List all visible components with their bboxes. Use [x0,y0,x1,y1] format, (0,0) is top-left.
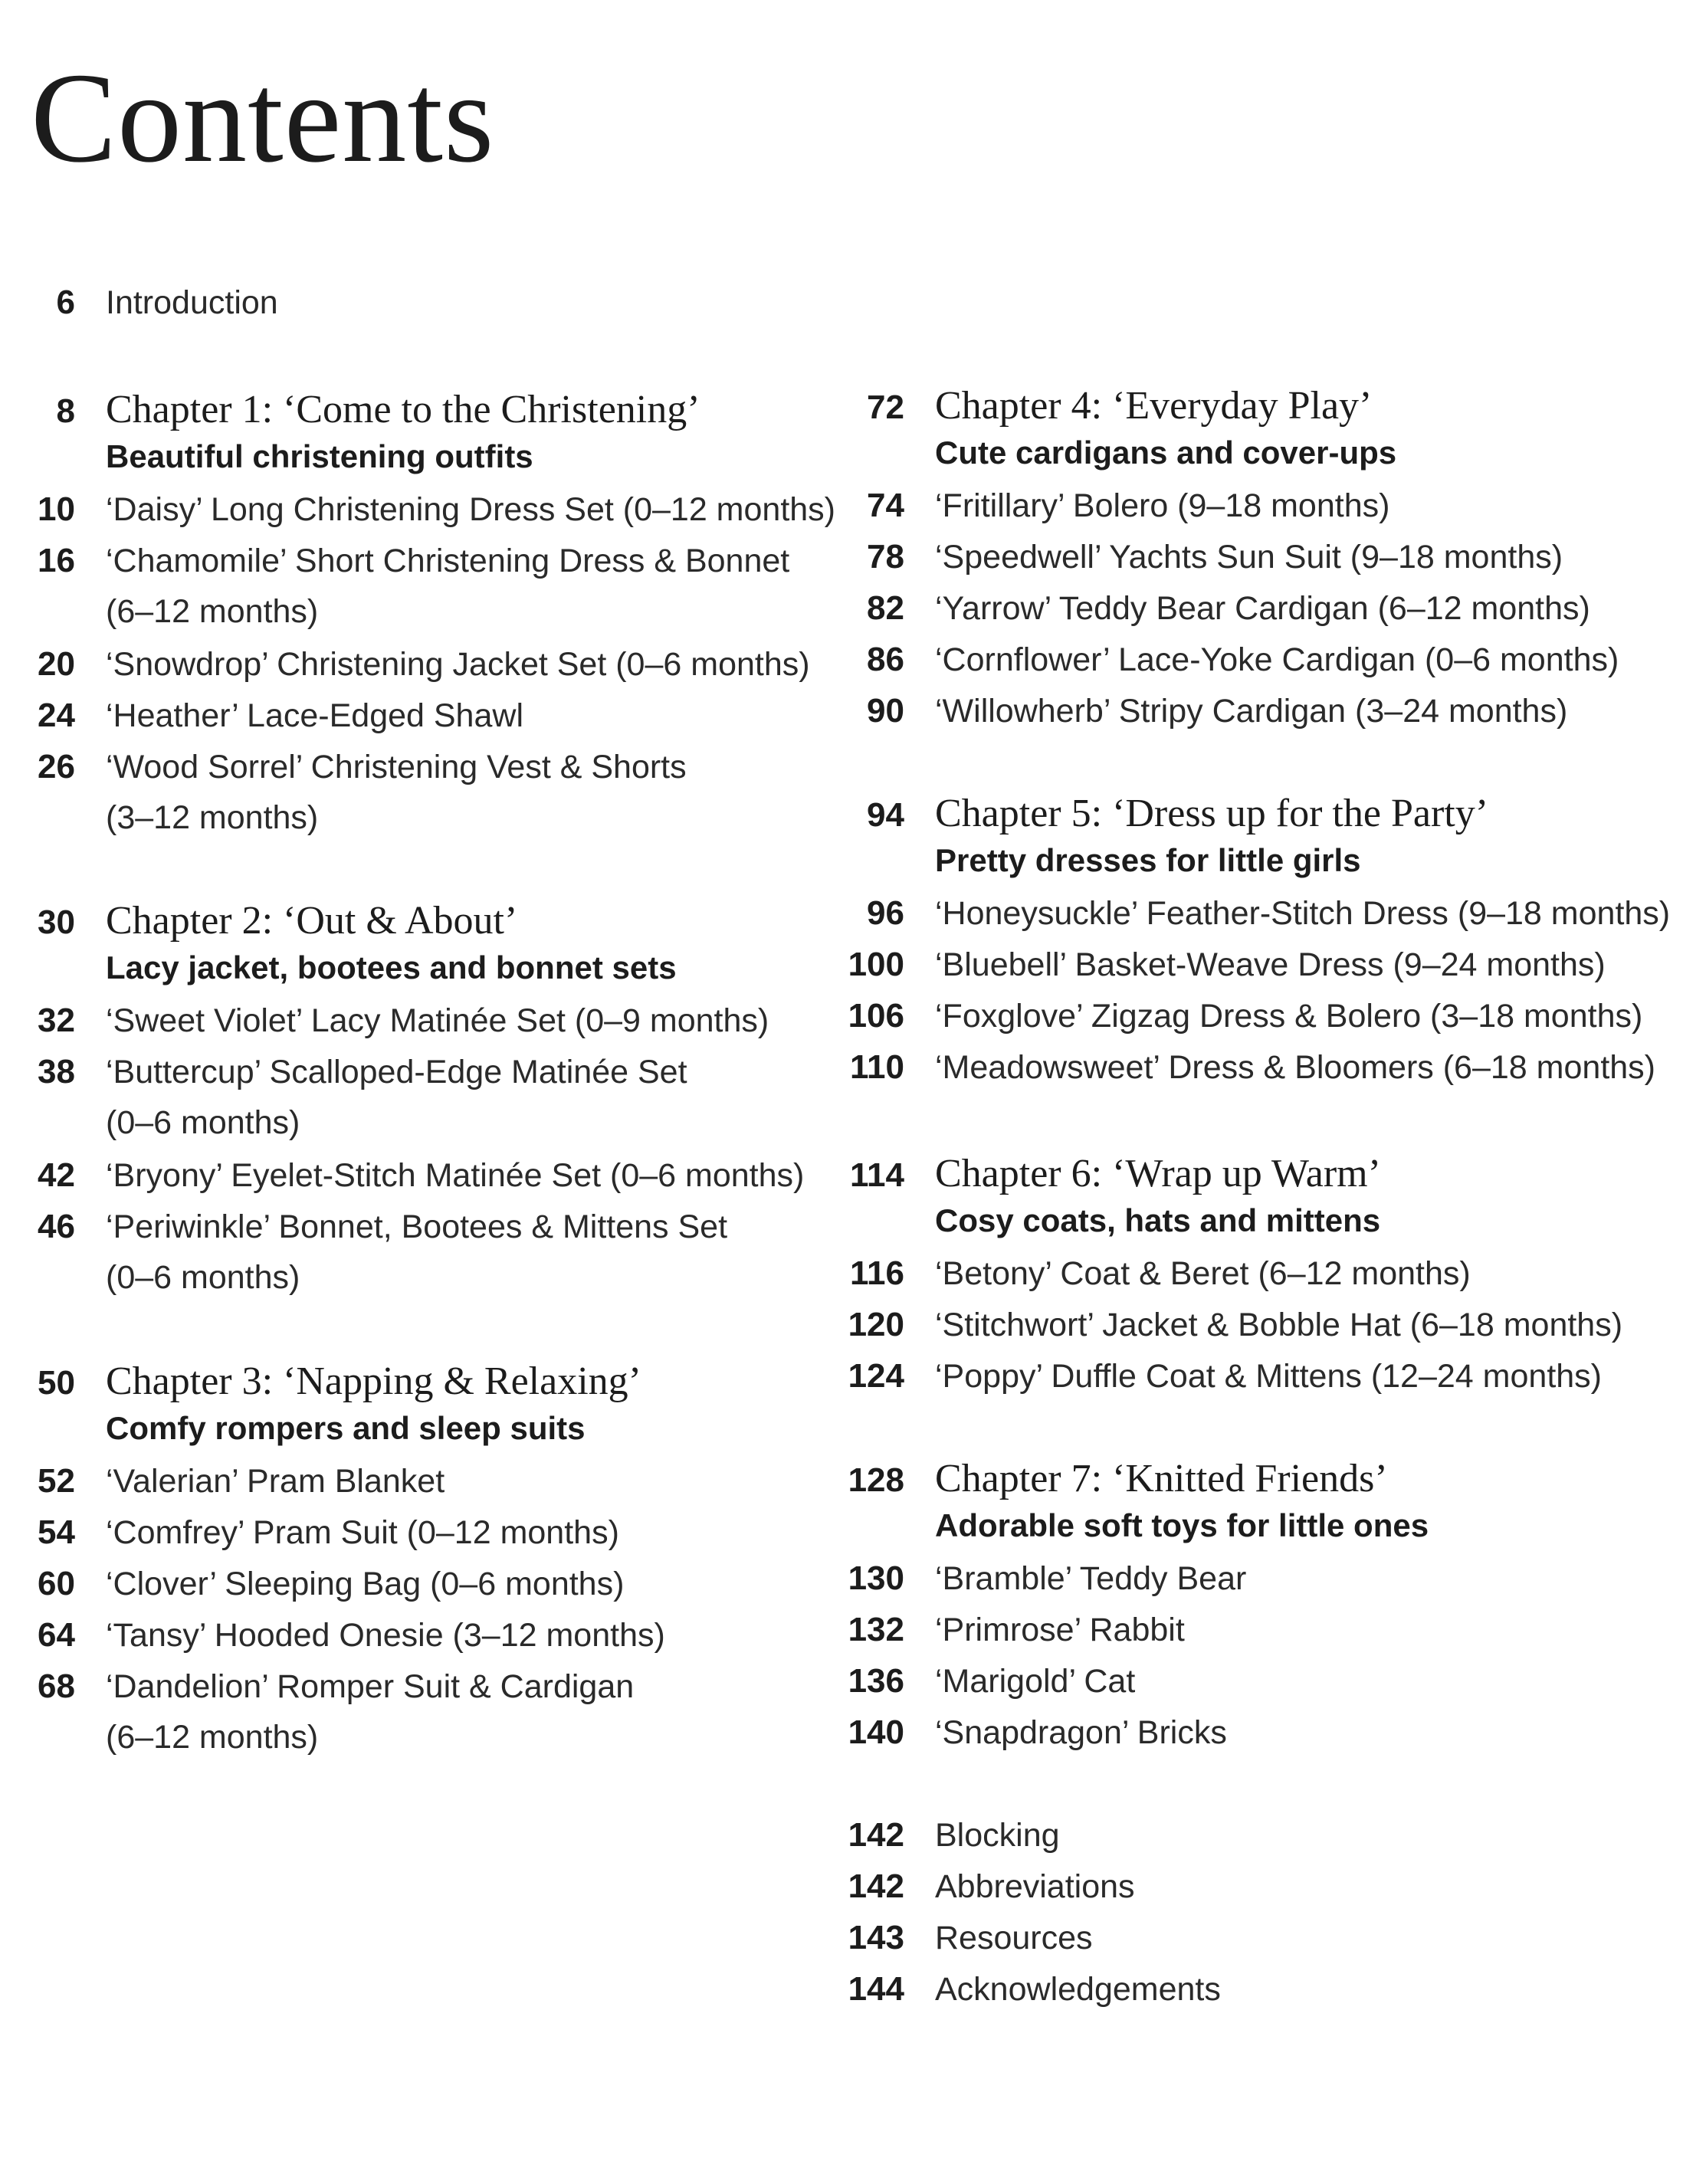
contents-entry [820,946,1706,984]
entry-title: Resources [935,1920,1093,1956]
page-number: 68 [38,1668,75,1705]
entry-title: ‘Yarrow’ Teddy Bear Cardigan (6–12 months) [935,590,1590,627]
contents-entry [0,1053,835,1091]
entry-continuation: (3–12 months) [106,799,319,836]
page-number: 114 [850,1156,904,1194]
chapter-title: Chapter 1: ‘Come to the Christening’ [106,388,700,431]
entry-title: ‘Marigold’ Cat [935,1663,1136,1700]
contents-entry [820,1357,1706,1395]
page-number: 142 [848,1868,904,1905]
chapter-title: Chapter 7: ‘Knitted Friends’ [935,1457,1388,1500]
chapter-subtitle: Comfy rompers and sleep suits [106,1410,586,1446]
contents-entry [820,487,1706,525]
chapter-subtitle: Cute cardigans and cover-ups [935,435,1397,471]
entry-title: ‘Stitchwort’ Jacket & Bobble Hat (6–18 months) [935,1307,1623,1343]
page-number: 132 [848,1611,904,1648]
contents-entry [0,697,835,735]
chapter-heading-row [820,1151,1706,1196]
entry-title: ‘Cornflower’ Lace-Yoke Cardigan (0–6 months) [935,641,1619,678]
page-number: 42 [38,1156,75,1194]
contents-entry [820,997,1706,1035]
chapter-heading-row [820,383,1706,428]
entry-title: ‘Bramble’ Teddy Bear [935,1560,1247,1597]
contents-entry [0,1156,835,1195]
contents-entry [820,692,1706,730]
page-number: 90 [867,692,904,730]
chapter-subtitle-row [0,438,835,475]
entry-title: ‘Buttercup’ Scalloped-Edge Matinée Set [106,1054,687,1090]
page-number: 106 [848,997,904,1035]
contents-entry [820,589,1706,628]
chapter-subtitle-row [0,1410,835,1447]
contents-entry [0,1616,835,1654]
chapter-subtitle-row [820,842,1706,879]
page-number: 144 [848,1970,904,2008]
page-number: 128 [848,1461,904,1499]
entry-title: ‘Tansy’ Hooded Onesie (3–12 months) [106,1617,665,1654]
chapter-subtitle-row [0,949,835,986]
page-number: 26 [38,748,75,785]
contents-entry [0,645,835,684]
page-number: 50 [38,1364,75,1402]
page-number: 136 [848,1662,904,1700]
entry-title: Blocking [935,1817,1060,1854]
entry-title: Abbreviations [935,1868,1135,1905]
page-number: 46 [38,1208,75,1245]
chapter-title: Chapter 3: ‘Napping & Relaxing’ [106,1359,641,1403]
entry-title: ‘Periwinkle’ Bonnet, Bootees & Mittens Set [106,1208,728,1245]
page-number: 120 [848,1306,904,1343]
contents-entry [0,1565,835,1603]
page-number: 78 [867,538,904,576]
entry-title: ‘Chamomile’ Short Christening Dress & Bonnet [106,543,790,579]
contents-entry [0,1462,835,1500]
contents-entry [0,284,835,322]
page-number: 72 [867,389,904,426]
page-number: 74 [867,487,904,524]
entry-continuation-row [0,1104,835,1142]
chapter-subtitle: Beautiful christening outfits [106,438,533,474]
chapter-title: Chapter 5: ‘Dress up for the Party’ [935,792,1489,835]
page-number: 20 [38,645,75,683]
contents-entry [0,1513,835,1552]
contents-entry [820,1559,1706,1598]
page-number: 143 [848,1919,904,1956]
entry-continuation-row [0,1719,835,1756]
chapter-subtitle: Adorable soft toys for little ones [935,1507,1429,1543]
contents-entry [0,748,835,786]
entry-title: ‘Daisy’ Long Christening Dress Set (0–12 months) [106,491,836,528]
chapter-title: Chapter 2: ‘Out & About’ [106,899,518,943]
entry-title: ‘Primrose’ Rabbit [935,1612,1185,1648]
contents-entry [820,1662,1706,1700]
page-number: 96 [867,894,904,932]
chapter-subtitle: Lacy jacket, bootees and bonnet sets [106,949,677,985]
chapter-heading-row [0,387,835,432]
chapter-heading-row [820,791,1706,836]
entry-continuation-row [0,1259,835,1297]
page-number: 100 [848,946,904,983]
page-number: 16 [38,542,75,579]
page-title: Contents [31,47,495,189]
contents-entry [820,1713,1706,1752]
entry-continuation: (0–6 months) [106,1104,300,1141]
page-number: 8 [56,392,75,430]
chapter-subtitle-row [820,435,1706,471]
entry-title: ‘Comfrey’ Pram Suit (0–12 months) [106,1514,619,1551]
chapter-title: Chapter 4: ‘Everyday Play’ [935,384,1373,428]
entry-continuation: (6–12 months) [106,593,319,630]
contents-entry [820,1254,1706,1293]
entry-title: ‘Fritillary’ Bolero (9–18 months) [935,487,1390,524]
entry-title: ‘Valerian’ Pram Blanket [106,1463,445,1500]
page-number: 124 [848,1357,904,1395]
entry-title: ‘Sweet Violet’ Lacy Matinée Set (0–9 months) [106,1002,769,1039]
contents-entry [0,542,835,580]
entry-title: ‘Snowdrop’ Christening Jacket Set (0–6 months) [106,646,810,683]
contents-entry [820,1048,1706,1087]
entry-title: ‘Honeysuckle’ Feather-Stitch Dress (9–18 months) [935,895,1671,932]
page-number: 38 [38,1053,75,1090]
entry-title: ‘Speedwell’ Yachts Sun Suit (9–18 months) [935,539,1563,576]
chapter-heading-row [0,1359,835,1404]
page-number: 140 [848,1713,904,1751]
contents-entry [820,1919,1706,1957]
entry-title: ‘Dandelion’ Romper Suit & Cardigan [106,1668,635,1705]
page-number: 130 [848,1559,904,1597]
contents-entry [0,1208,835,1246]
entry-title: Acknowledgements [935,1971,1221,2008]
contents-entry [820,1611,1706,1649]
contents-entry [820,1306,1706,1344]
page-number: 30 [38,903,75,941]
chapter-heading-row [0,898,835,943]
entry-continuation: (6–12 months) [106,1719,319,1756]
entry-title: ‘Snapdragon’ Bricks [935,1714,1227,1751]
entry-continuation-row [0,799,835,837]
contents-entry [820,641,1706,679]
entry-continuation-row [0,593,835,631]
contents-entry [820,894,1706,933]
chapter-heading-row [820,1456,1706,1501]
page-number: 86 [867,641,904,678]
page-number: 52 [38,1462,75,1500]
contents-entry [820,538,1706,576]
entry-continuation: (0–6 months) [106,1259,300,1296]
contents-entry [0,490,835,529]
entry-title: ‘Foxglove’ Zigzag Dress & Bolero (3–18 months) [935,998,1643,1035]
contents-entry [820,1816,1706,1854]
chapter-title: Chapter 6: ‘Wrap up Warm’ [935,1152,1381,1195]
entry-title: ‘Bluebell’ Basket-Weave Dress (9–24 months) [935,946,1606,983]
entry-title: ‘Willowherb’ Stripy Cardigan (3–24 months) [935,693,1568,730]
entry-title: ‘Heather’ Lace-Edged Shawl [106,697,523,734]
entry-title: ‘Meadowsweet’ Dress & Bloomers (6–18 months) [935,1049,1655,1086]
page-number: 32 [38,1002,75,1039]
entry-title: Introduction [106,284,278,321]
contents-entry [820,1868,1706,1906]
entry-title: ‘Betony’ Coat & Beret (6–12 months) [935,1255,1471,1292]
entry-title: ‘Wood Sorrel’ Christening Vest & Shorts [106,749,687,785]
page-number: 82 [867,589,904,627]
entry-title: ‘Poppy’ Duffle Coat & Mittens (12–24 months) [935,1358,1602,1395]
chapter-subtitle-row [820,1202,1706,1239]
entry-title: ‘Clover’ Sleeping Bag (0–6 months) [106,1566,625,1602]
page-number: 10 [38,490,75,528]
page-number: 24 [38,697,75,734]
chapter-subtitle: Pretty dresses for little girls [935,842,1361,878]
page-number: 116 [850,1254,904,1292]
page-number: 94 [867,796,904,834]
page-number: 6 [56,284,75,321]
contents-entry [820,1970,1706,2009]
page-number: 54 [38,1513,75,1551]
page-number: 60 [38,1565,75,1602]
chapter-subtitle-row [820,1507,1706,1544]
page-number: 142 [848,1816,904,1854]
page-number: 64 [38,1616,75,1654]
entry-title: ‘Bryony’ Eyelet-Stitch Matinée Set (0–6 months) [106,1157,805,1194]
page-number: 110 [850,1048,904,1086]
chapter-subtitle: Cosy coats, hats and mittens [935,1202,1381,1238]
contents-entry [0,1002,835,1040]
contents-entry [0,1668,835,1706]
